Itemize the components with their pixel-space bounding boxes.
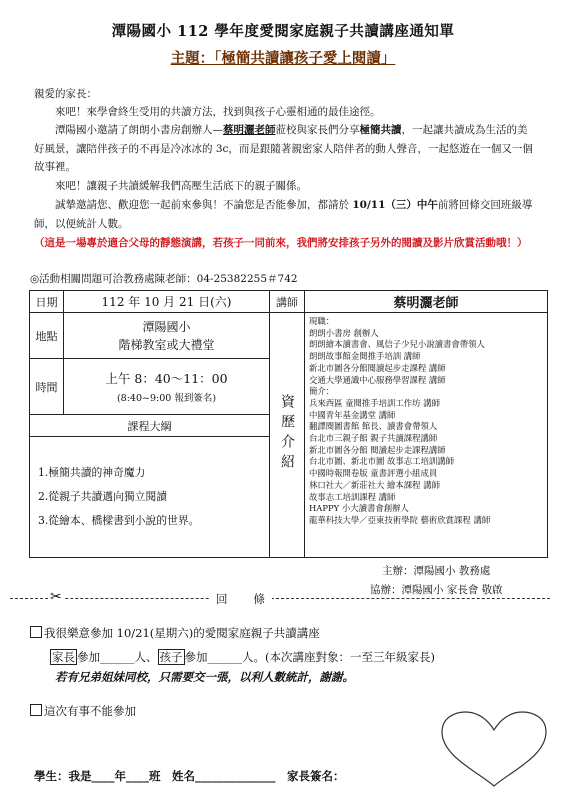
reading-term: 極簡共讀 (359, 124, 402, 136)
paragraph-3: 來吧！讓親子共讀緩解我們高壓生活底下的親子關係。 (55, 180, 307, 192)
absent-checkbox[interactable] (30, 704, 42, 716)
time-note: (8:40~9:00 報到簽名) (116, 393, 217, 404)
page-title: 潭陽國小 112 學年度愛閱家庭親子共讀講座通知單 (111, 23, 455, 40)
parent-box: 家長 (52, 650, 75, 664)
bio-line: 現職： (309, 316, 335, 326)
page-subtitle: 主題：「極簡共讀讓孩子愛上閱讀」 (170, 50, 396, 67)
bio-line: 中國青年基金講堂 講師 (309, 409, 396, 420)
attend-option[interactable] (30, 625, 320, 641)
absent-option[interactable] (30, 703, 136, 719)
paragraph-2-rest: ，一起讓共讀成為生活的美好風景，讓陪伴孩子的不再是冷冰冰的 3c，而是跟隨著親密家人陪伴者的動人聲音，一起悠遊在一個又一個故事裡。 (34, 124, 533, 173)
time-label: 時間 (30, 359, 64, 415)
bio-label-cell (270, 313, 305, 558)
deadline-date: 10/11（三）中午 (352, 199, 438, 211)
host-organizer: 主辦：潭陽國小 教務處 (382, 565, 491, 577)
paragraph-4 (34, 196, 534, 233)
co-organizer: 協辦：潭陽國小 家長會 敬啟 (370, 584, 503, 596)
count-line (50, 649, 435, 665)
date-value: 112 年 10 月 21 日(六) (64, 291, 270, 313)
speaker-name-inline: 蔡明灑老師 (223, 124, 276, 136)
attend-text: 我很樂意參加 10/21(星期六)的愛閱家庭親子共讀講座 (44, 626, 320, 640)
outline-item: 3.從繪本、橋樑書到小說的世界。 (38, 514, 200, 527)
child-box: 孩子 (159, 650, 183, 664)
cut-line (10, 598, 550, 599)
child-count-text: 參加______人。(本次講座對象：一至三年級家長) (184, 650, 435, 664)
scissors-icon: ✂ (50, 589, 62, 605)
paragraph-2 (34, 121, 534, 177)
absent-text: 這次有事不能參加 (44, 704, 136, 718)
bio-label: 資歷介紹 (279, 393, 295, 474)
bio-line: 故事志工培訓課程 講師 (309, 491, 396, 502)
bio-line: 朗朗故事館金閱推手培訓 講師 (309, 351, 421, 362)
parent-count-text: 參加______人、 (77, 650, 158, 664)
bio-line: 兵來西區 童閱推手培訓工作坊 講師 (309, 397, 440, 408)
bio-line: 朗朗小書房 創辦人 (309, 327, 379, 338)
bio-line: 翻譯閱圖書館 館長、讀書會帶領人 (309, 421, 438, 432)
paragraph-4-rest: 前將回條交回班級導師，以便統計人數。 (34, 199, 533, 230)
bio-line: 台北市三親子館 親子共讀課程講師 (309, 433, 438, 444)
paragraph-2-intro: 潭陽國小邀請了朗朗小書房創辦人— (55, 124, 223, 136)
speaker-label: 講師 (270, 291, 305, 313)
bio-line: 朗朗繪本讀書會、風信子少兒小說讀書會帶領人 (309, 339, 485, 350)
greeting: 親愛的家長： (34, 88, 97, 100)
time-value (64, 359, 270, 415)
time-main: 上午 8：40～11：00 (105, 371, 228, 386)
bio-line: 林口社大／新莊社大 繪本課程 講師 (309, 479, 440, 490)
bio-list (305, 313, 548, 558)
bio-line: 新北市圖各分館 閱讀起步走課程講師 (309, 444, 446, 455)
paragraph-1: 來吧！來學會終生受用的共讀方法，找到與孩子心靈相通的最佳途徑。 (55, 106, 381, 118)
paragraph-2-mid: 蒞校與家長們分享 (275, 124, 360, 136)
attend-checkbox[interactable] (30, 626, 42, 638)
sibling-note: 若有兄弟姐妹同校，只需要交一張，以利人數統計，謝謝。 (55, 670, 354, 684)
outline-list (30, 437, 270, 558)
bio-line: 中國時報開卷版 童書評選小組成員 (309, 468, 438, 479)
bio-line: 龍華科技大學／亞東技術學院 藝術欣賞課程 講師 (309, 514, 491, 525)
outline-label: 課程大綱 (30, 415, 270, 437)
heart-icon (438, 710, 550, 790)
student-signature-line: 學生：我是____年____班 姓名______________ 家長簽名： (34, 769, 345, 783)
slip-label: 回 條 (210, 591, 272, 607)
place-label: 地點 (30, 313, 64, 359)
contact-info: ◎活動相關問題可洽教務處陳老師：04-25382255＃742 (30, 273, 298, 285)
bio-line: 簡介： (309, 386, 335, 397)
place-line-1: 潭陽國小 (142, 319, 191, 334)
date-label: 日期 (30, 291, 64, 313)
bio-line: 台北市圖、新北市圖 故事志工培訓講師 (309, 456, 455, 467)
bio-line: 新北市圖各分館閱讀起步走課程 講師 (309, 362, 446, 373)
event-info-table (29, 290, 548, 558)
red-note: （這是一場專於適合父母的靜態演講，若孩子一同前來，我們將安排孩子另外的閱讀及影片欣賞活動哦！） (34, 237, 528, 249)
paragraph-4-intro: 誠摯邀請您、歡迎您一起前來參與！不論您是否能參加，都請於 (55, 199, 353, 211)
outline-item: 1.極簡共讀的神奇魔力 (38, 466, 146, 479)
bio-line: HAPPY 小大讀書會創辦人 (309, 503, 409, 514)
place-line-2: 階梯教室或大禮堂 (118, 337, 215, 352)
outline-item: 2.從親子共讀邁向獨立閱讀 (38, 490, 168, 503)
speaker-name: 蔡明灑老師 (305, 291, 548, 313)
place-value (64, 313, 270, 359)
bio-line: 交通大學通識中心服務學習課程 講師 (309, 374, 446, 385)
